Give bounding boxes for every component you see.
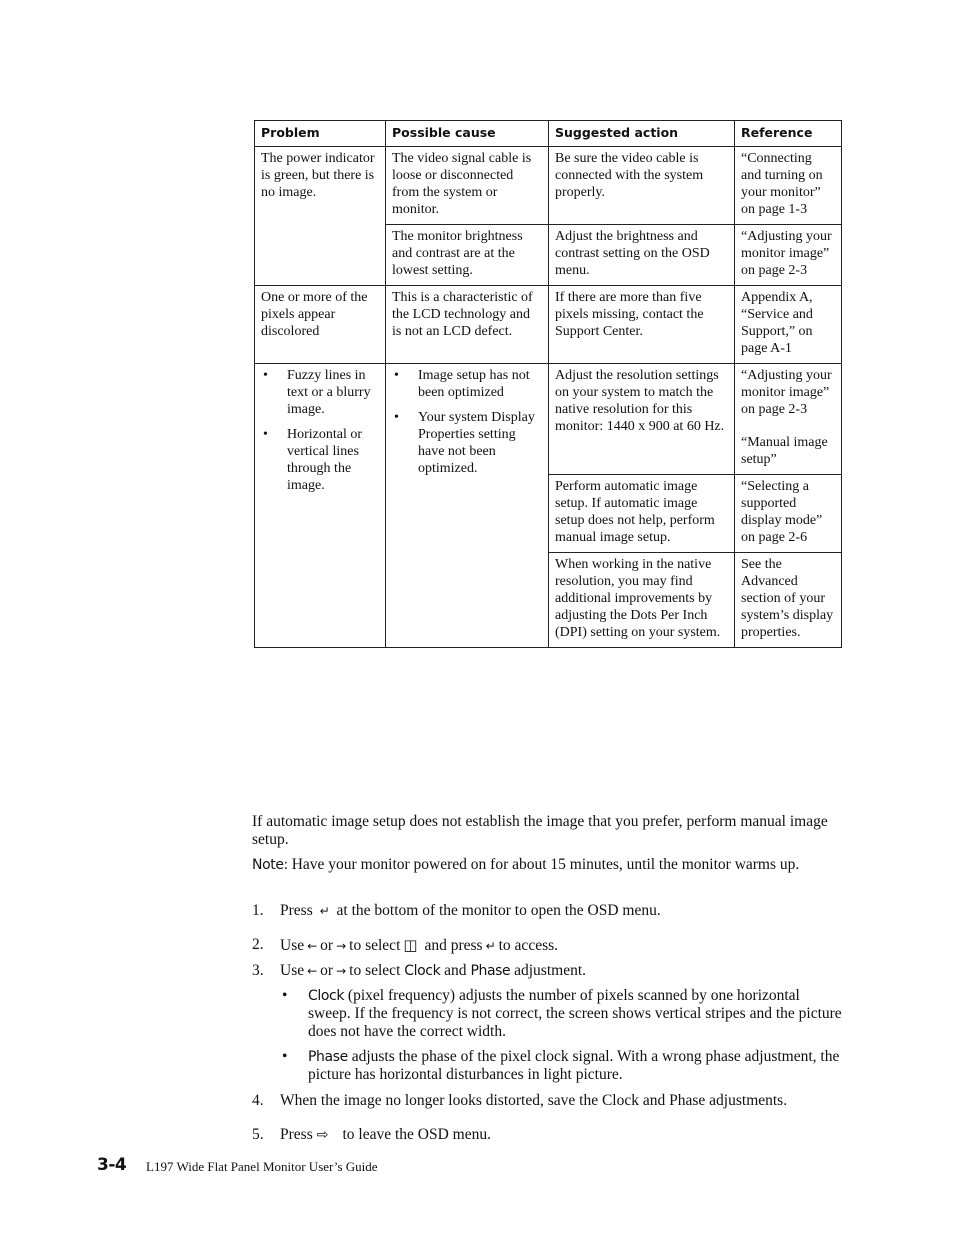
footer-title: L197 Wide Flat Panel Monitor User’s Guide [146, 1159, 378, 1174]
action-cell: Be sure the video cable is connected with the system properly. [549, 147, 735, 225]
bullet-dot: • [282, 987, 288, 1004]
step-text: to leave the OSD menu. [342, 1126, 491, 1143]
problem-cell: One or more of the pixels appear discolored [255, 286, 386, 364]
image-setup-icon: ◫ [403, 936, 418, 954]
step-text: Press [280, 1126, 313, 1143]
step-text: Press [280, 902, 313, 919]
clock-term: Clock [308, 988, 345, 1004]
action-cell: If there are more than five pixels missing, contact the Support Center. [549, 286, 735, 364]
step-number: 5. [252, 1126, 264, 1143]
action-cell: When working in the native resolution, you may find additional improvements by adjusting the Dots Per Inch (DPI) setting on your system. [549, 553, 735, 648]
step-text: Use [280, 962, 305, 979]
right-arrow-icon: → [336, 939, 347, 953]
table-row [255, 364, 842, 475]
left-arrow-icon: ← [307, 939, 318, 953]
problem-cell [255, 364, 386, 648]
step-text: or [320, 937, 334, 954]
step-text: Use [280, 937, 305, 954]
bullet-dot: • [282, 1048, 288, 1065]
enter-icon: ↵ [319, 904, 330, 918]
header-suggested-action: Suggested action [549, 121, 735, 147]
action-cell: Adjust the resolution settings on your system to match the native resolution for this monitor: 1440 x 900 at 60 Hz. [549, 364, 735, 475]
list-item: • Fuzzy lines in text or a blurry image. [261, 367, 379, 418]
table-row [255, 286, 842, 364]
step-number: 3. [252, 962, 264, 979]
step-text: to select [349, 962, 401, 979]
step-text: adjustment. [514, 962, 587, 979]
list-item: • Horizontal or vertical lines through the image. [261, 426, 379, 494]
problem-list [261, 367, 379, 494]
step-text: or [320, 962, 334, 979]
page-number: 3-4 [97, 1155, 127, 1175]
reference-text: “Manual image setup” [741, 435, 828, 467]
reference-cell: “Selecting a supported display mode” on page 2-6 [735, 475, 842, 553]
cause-cell [386, 364, 549, 648]
list-item: • Image setup has not been optimized [392, 367, 542, 401]
table-header-row [255, 121, 842, 147]
right-arrow-icon: → [336, 964, 347, 978]
enter-icon: ↵ [485, 939, 496, 953]
step-text: to access. [498, 937, 559, 954]
clock-term: Clock [404, 963, 441, 979]
table-row [255, 147, 842, 225]
action-cell: Adjust the brightness and contrast setting on the OSD menu. [549, 225, 735, 286]
reference-cell [735, 364, 842, 475]
header-possible-cause: Possible cause [386, 121, 549, 147]
step-number: 2. [252, 936, 264, 953]
left-arrow-icon: ← [307, 964, 318, 978]
reference-cell: See the Advanced section of your system’s display properties. [735, 553, 842, 648]
cause-cell: The monitor brightness and contrast are at the lowest setting. [386, 225, 549, 286]
exit-icon: ⇨ [316, 1127, 329, 1143]
troubleshooting-table [254, 120, 842, 648]
note-text: Have your monitor powered on for about 15 minutes, until the monitor warms up. [287, 856, 800, 873]
note-label: Note: [252, 857, 288, 873]
cause-cell: This is a characteristic of the LCD technology and is not an LCD defect. [386, 286, 549, 364]
bullet-text: adjusts the phase of the pixel clock signal. With a wrong phase adjustment, the picture has horizontal disturbances in light picture. [308, 1048, 840, 1083]
note-paragraph [252, 856, 852, 874]
phase-term: Phase [470, 963, 511, 979]
cause-list [392, 367, 542, 477]
header-problem: Problem [255, 121, 386, 147]
step-number: 1. [252, 902, 264, 919]
step-number: 4. [252, 1092, 264, 1109]
reference-cell: “Adjusting your monitor image” on page 2-3 [735, 225, 842, 286]
step-text: When the image no longer looks distorted, save the Clock and Phase adjustments. [280, 1092, 788, 1109]
reference-cell: Appendix A, “Service and Support,” on page A-1 [735, 286, 842, 364]
step-text: and [444, 962, 467, 979]
step-text: at the bottom of the monitor to open the OSD menu. [336, 902, 661, 919]
cause-cell: The video signal cable is loose or disconnected from the system or monitor. [386, 147, 549, 225]
reference-cell: “Connecting and turning on your monitor” on page 1-3 [735, 147, 842, 225]
intro-paragraph: If automatic image setup does not establish the image that you prefer, perform manual image setup. [252, 813, 828, 848]
bullet-text: (pixel frequency) adjusts the number of pixels scanned by one horizontal sweep. If the frequency is not correct, the screen shows vertical stripes and the picture does not have the correct width. [308, 987, 842, 1040]
step-text: and press [424, 937, 483, 954]
phase-term: Phase [308, 1049, 348, 1065]
list-item: • Your system Display Properties setting have not been optimized. [392, 409, 542, 477]
action-cell: Perform automatic image setup. If automatic image setup does not help, perform manual image setup. [549, 475, 735, 553]
problem-cell: The power indicator is green, but there is no image. [255, 147, 386, 286]
header-reference: Reference [735, 121, 842, 147]
step-text: to select [349, 937, 401, 954]
reference-text: “Adjusting your monitor image” on page 2-3 [741, 368, 832, 417]
